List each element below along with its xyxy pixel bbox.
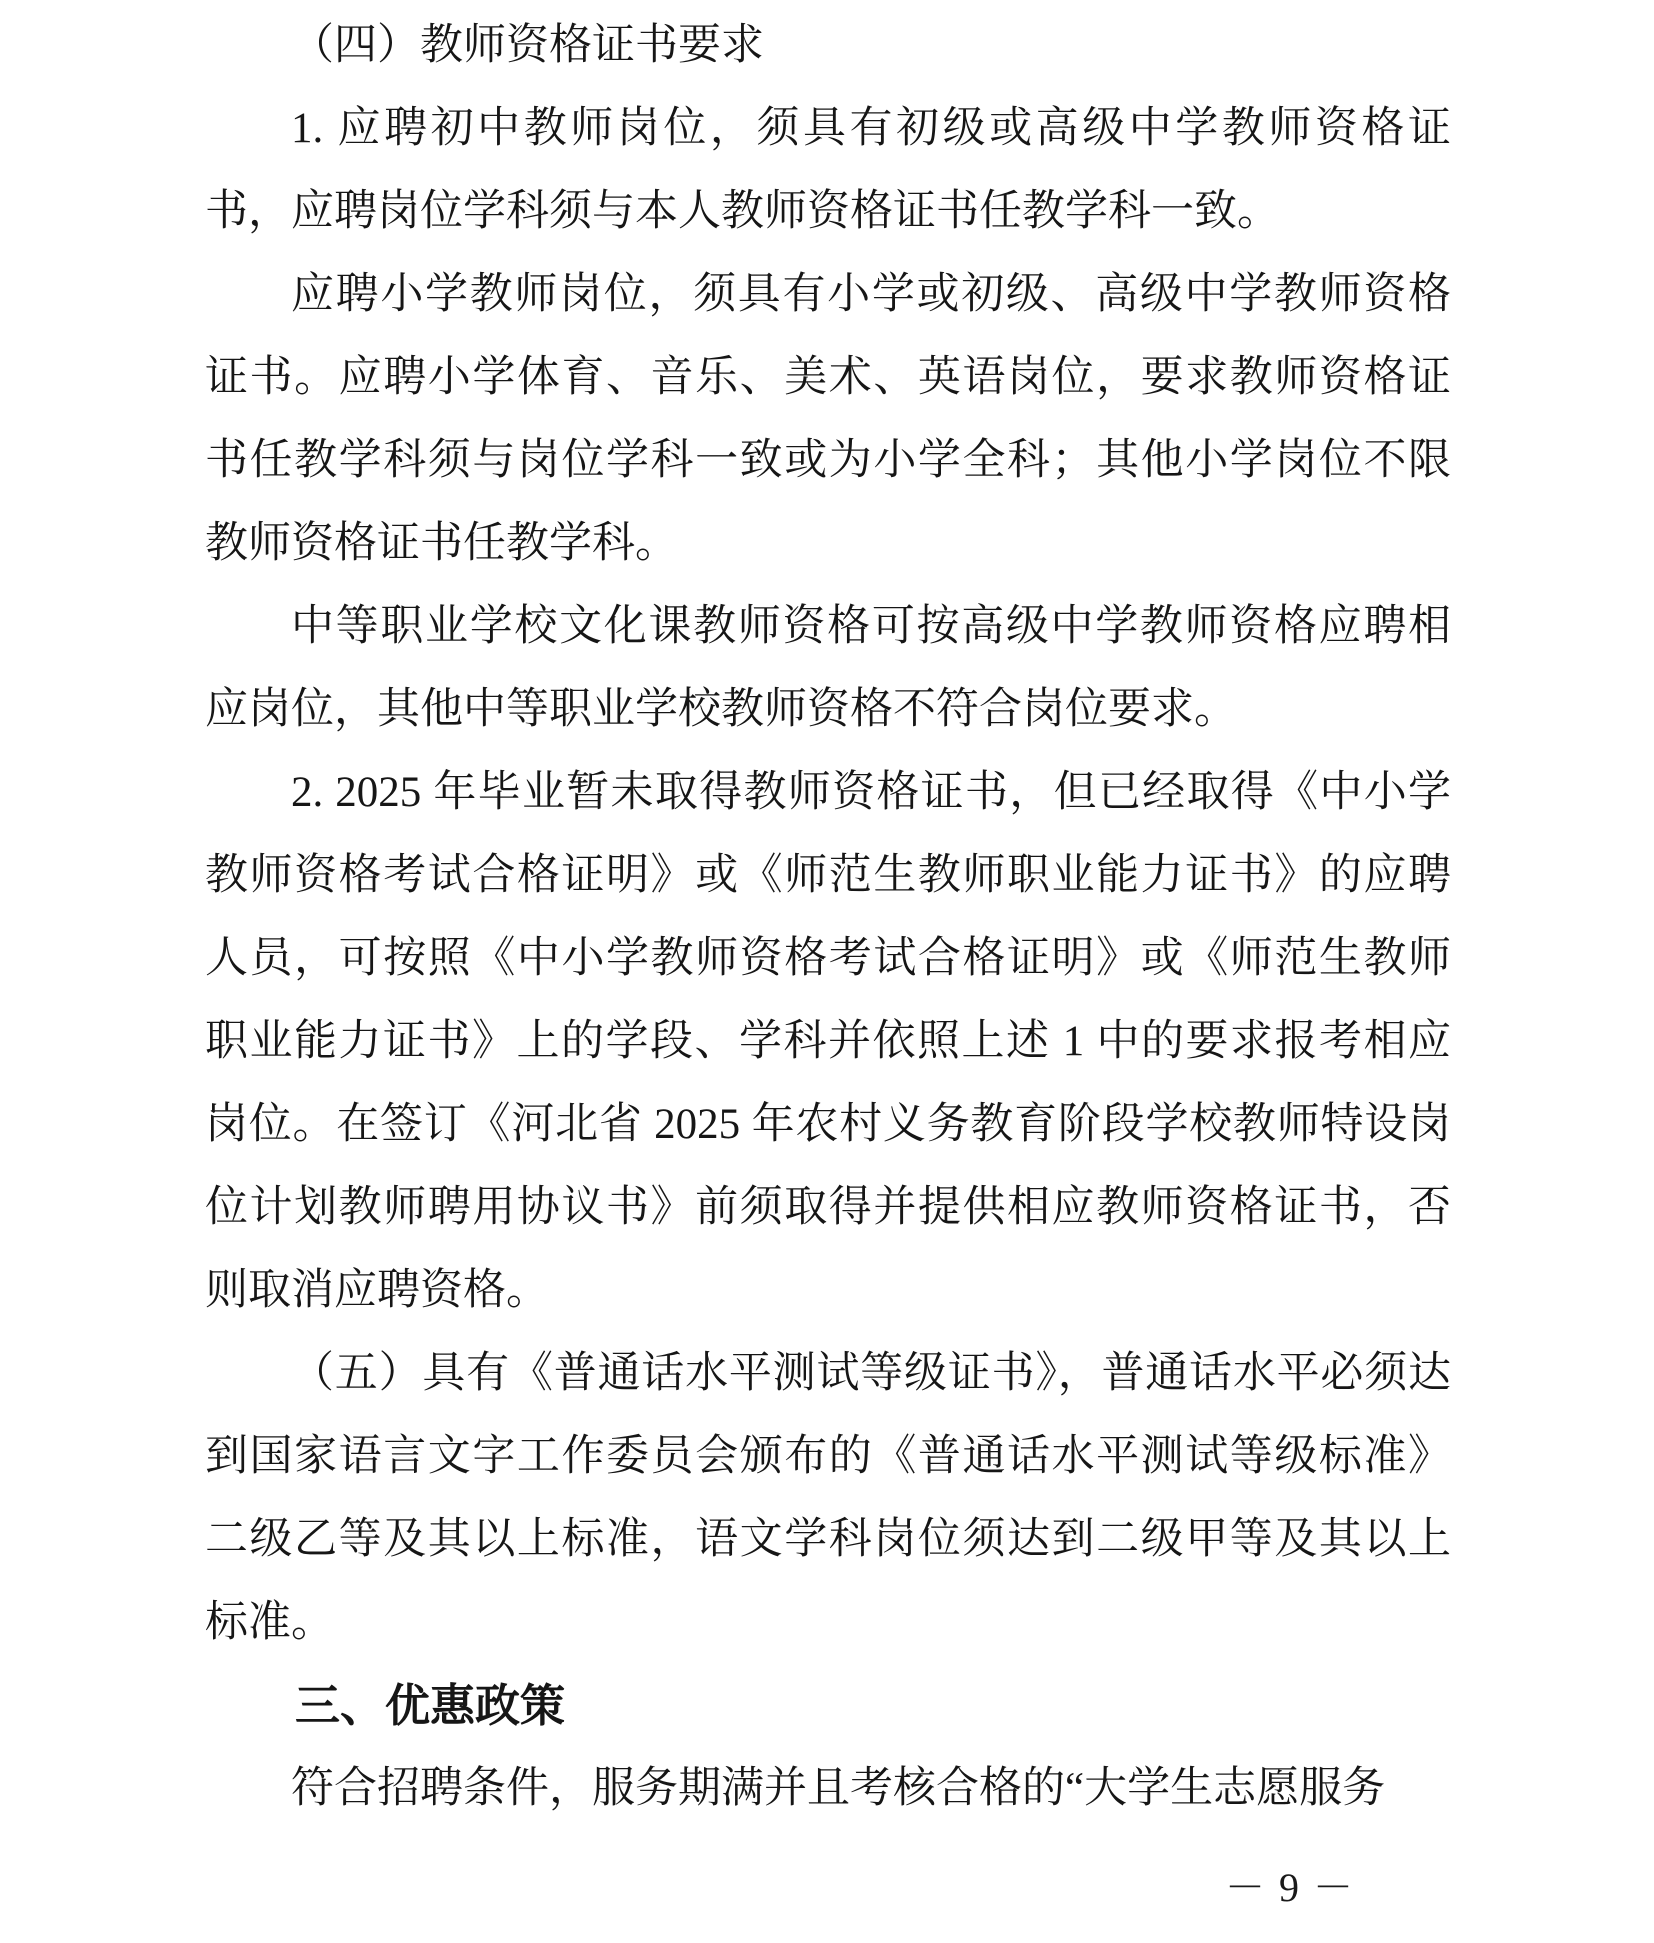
document-body bbox=[205, 4, 1451, 1830]
paragraph-2025-graduates-certificate: 2. 2025 年毕业暂未取得教师资格证书，但已经取得《中小学教师资格考试合格证明》或《师范生教师职业能力证书》的应聘人员，可按照《中小学教师资格考试合格证明》或《师范生教师职业能力证书》上的学段、学科并依照上述 1 中的要求报考相应岗位。在签订《河北省 2025 年农村义务教育阶段学校教师特设岗位计划教师聘用协议书》前须取得并提供相应教师资格证书，否则取消应聘资格。 bbox=[205, 769, 1451, 1314]
paragraph-putonghua-requirement: （五）具有《普通话水平测试等级证书》，普通话水平必须达到国家语言文字工作委员会颁布的《普通话水平测试等级标准》二级乙等及其以上标准，语文学科岗位须达到二级甲等及其以上标准。 bbox=[205, 1350, 1451, 1646]
subsection-heading-teacher-certificate-requirements: （四）教师资格证书要求 bbox=[291, 22, 764, 69]
section-heading-preferential-policies: 三、优惠政策 bbox=[295, 1680, 566, 1731]
paragraph-junior-high-positions: 1. 应聘初中教师岗位，须具有初级或高级中学教师资格证书，应聘岗位学科须与本人教师资格证书任教学科一致。 bbox=[205, 105, 1451, 235]
page-number: － 9 － bbox=[1225, 1865, 1355, 1910]
paragraph-volunteer-service-conditions: 符合招聘条件，服务期满并且考核合格的“大学生志愿服务 bbox=[291, 1765, 1386, 1812]
paragraph-vocational-school-qualification: 中等职业学校文化课教师资格可按高级中学教师资格应聘相应岗位，其他中等职业学校教师资格不符合岗位要求。 bbox=[205, 603, 1451, 733]
paragraph-primary-school-positions: 应聘小学教师岗位，须具有小学或初级、高级中学教师资格证书。应聘小学体育、音乐、美术、英语岗位，要求教师资格证书任教学科须与岗位学科一致或为小学全科；其他小学岗位不限教师资格证书任教学科。 bbox=[205, 271, 1451, 567]
